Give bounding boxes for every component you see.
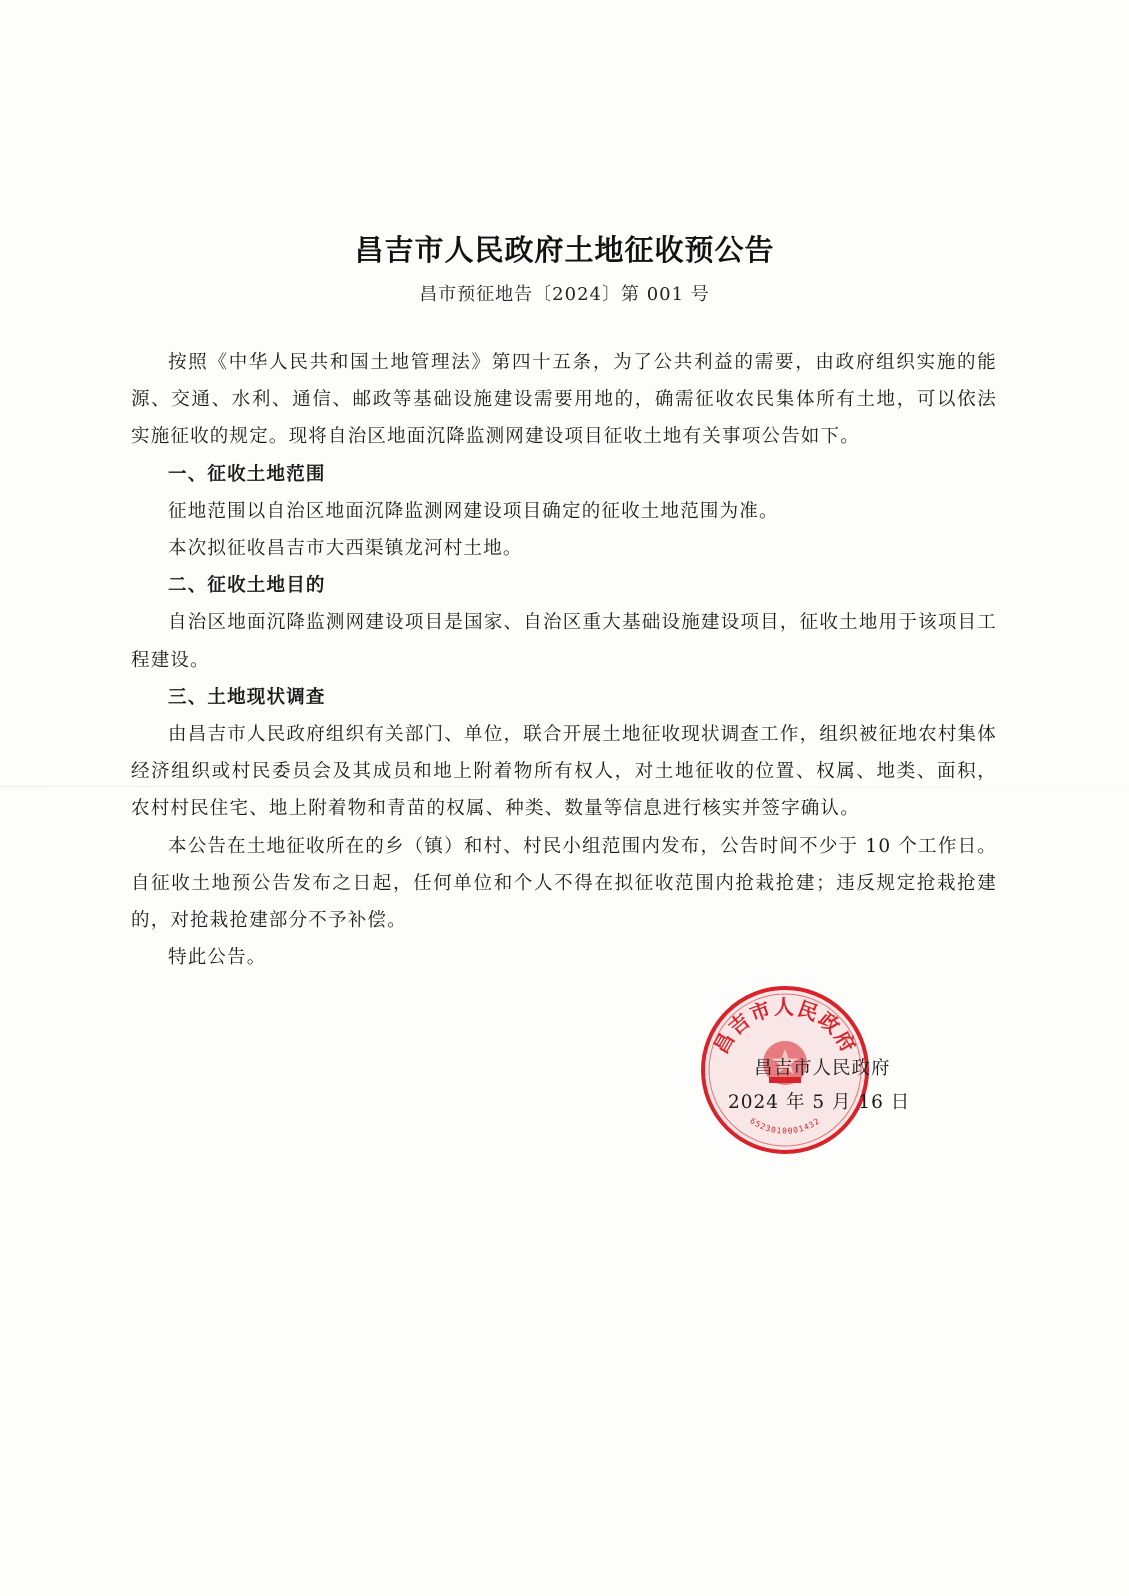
section-heading-scope: 一、征收土地范围 <box>168 463 326 485</box>
paragraph-intro: 按照《中华人民共和国土地管理法》第四十五条，为了公共利益的需要，由政府组织实施的能源、交通、水利、通信、邮政等基础设施建设需要用地的，确需征收农民集体所有土地，可以依法实施征收的规定。现将自治区地面沉降监测网建设项目征收土地有关事项公告如下。 <box>131 352 997 448</box>
paragraph-scope: 征地范围以自治区地面沉降监测网建设项目确定的征收土地范围为准。 <box>168 500 779 522</box>
section-heading-survey: 三、土地现状调查 <box>168 686 326 708</box>
document-number: 昌市预征地告〔2024〕第 001 号 <box>419 284 710 305</box>
svg-text:昌吉市人民政府: 昌吉市人民政府 <box>708 995 862 1058</box>
paragraph-purpose: 自治区地面沉降监测网建设项目是国家、自治区重大基础设施建设项目，征收土地用于该项目工程建设。 <box>131 612 997 671</box>
issue-date: 2024 年 5 月 16 日 <box>728 1092 911 1113</box>
paragraph-survey: 由昌吉市人民政府组织有关部门、单位，联合开展土地征收现状调查工作，组织被征地农村集体经济组织或村民委员会及其成员和地上附着物所有权人，对土地征收的位置、权属、地类、面积，农村村民住宅、地上附着物和青苗的权属、种类、数量等信息进行核实并签字确认。 <box>131 724 997 820</box>
section-heading-purpose: 二、征收土地目的 <box>168 575 326 597</box>
paragraph-location: 本次拟征收昌吉市大西渠镇龙河村土地。 <box>168 538 523 560</box>
paragraph-closing: 特此公告。 <box>168 947 267 969</box>
document-body <box>131 344 997 976</box>
issuing-organization: 昌吉市人民政府 <box>754 1058 891 1079</box>
signature-block <box>728 1052 928 1120</box>
page-title: 昌吉市人民政府土地征收预公告 <box>354 233 775 267</box>
paragraph-publication: 本公告在土地征收所在的乡（镇）和村、村民小组范围内发布，公告时间不少于 10 个工作日。自征收土地预公告发布之日起，任何单位和个人不得在拟征收范围内抢栽抢建；违反规定抢栽抢建的，对抢栽抢建部分不予补偿。 <box>131 835 997 932</box>
svg-text:6523010001432: 6523010001432 <box>748 1116 822 1136</box>
